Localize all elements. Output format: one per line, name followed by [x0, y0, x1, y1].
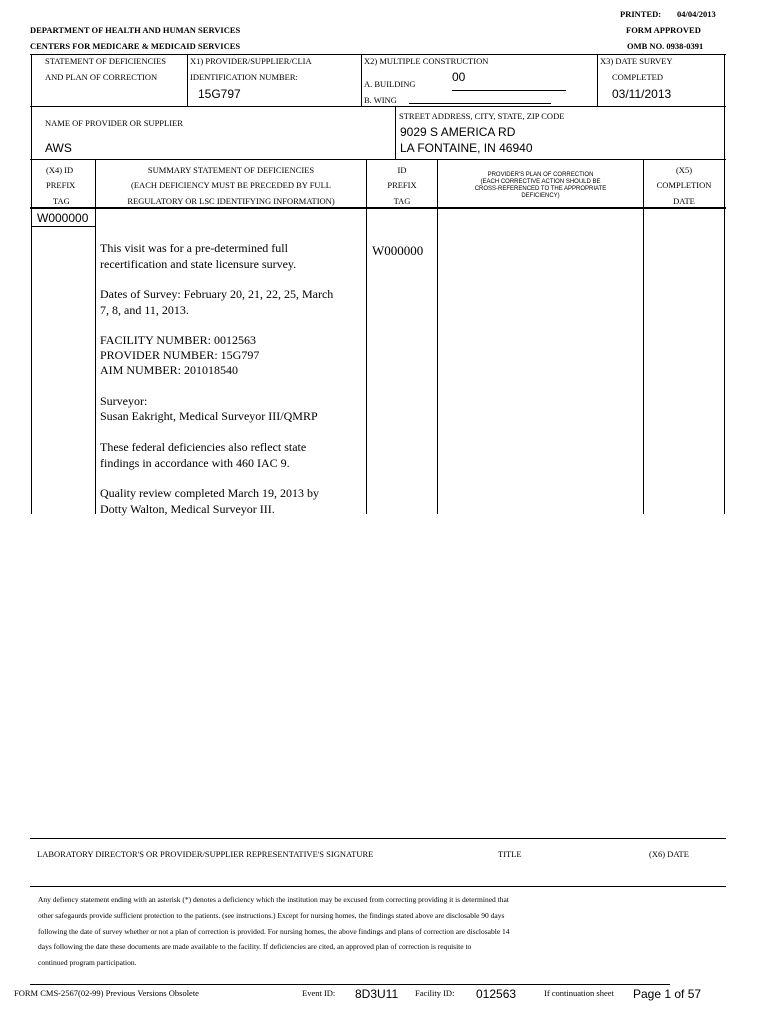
facility-number: FACILITY NUMBER: 0012563	[100, 333, 256, 347]
x4-tag-label: TAG	[53, 196, 70, 206]
entry-paragraph-2: Dates of Survey: February 20, 21, 22, 25, March 7, 8, and 11, 2013.	[100, 287, 334, 317]
plan-subheader-3: DEFICIENCY)	[521, 193, 560, 199]
right-tag: W000000	[372, 243, 424, 258]
surveyor-name: Susan Eakright, Medical Surveyor III/QMRP	[100, 409, 318, 423]
rule	[643, 159, 644, 514]
rule	[361, 54, 362, 106]
x2-label: X2) MULTIPLE CONSTRUCTION	[364, 56, 489, 66]
address-line1: 9029 S AMERICA RD	[400, 125, 516, 139]
rule	[724, 106, 725, 159]
summary-subheader-2: REGULATORY OR LSC IDENTIFYING INFORMATION)	[127, 196, 335, 206]
rule	[187, 54, 188, 106]
centers-title: CENTERS FOR MEDICARE & MEDICAID SERVICES	[30, 41, 241, 51]
rule	[30, 207, 726, 209]
rule	[30, 159, 726, 160]
omb-number: OMB NO. 0938-0391	[627, 41, 704, 51]
rule	[30, 838, 726, 839]
title-label: TITLE	[498, 849, 522, 859]
signature-label: LABORATORY DIRECTOR'S OR PROVIDER/SUPPLIER REPRESENTATIVE'S SIGNATURE	[37, 849, 374, 859]
rule	[31, 106, 32, 159]
address-label: STREET ADDRESS, CITY, STATE, ZIP CODE	[399, 111, 565, 121]
event-id-value: 8D3U11	[355, 987, 399, 1001]
department-title: DEPARTMENT OF HEALTH AND HUMAN SERVICES	[30, 25, 241, 35]
x5-label: (X5)	[675, 165, 693, 175]
x6-date-label: (X6) DATE	[649, 849, 689, 859]
survey-date-value: 03/11/2013	[612, 87, 672, 101]
id-label: ID	[397, 165, 407, 175]
rule	[724, 159, 725, 514]
plan-header: PROVIDER'S PLAN OF CORRECTION	[487, 172, 594, 178]
rule	[395, 106, 396, 159]
entry-paragraph-1: This visit was for a pre-determined full recertification and state licensure survey.	[100, 241, 297, 271]
event-id-label: Event ID:	[302, 988, 336, 998]
summary-header: SUMMARY STATEMENT OF DEFICIENCIES	[147, 165, 315, 175]
form-number: FORM CMS-2567(02-99) Previous Versions Obsolete	[14, 988, 199, 998]
completion-label: COMPLETION	[656, 180, 712, 190]
entry-paragraph-6: Quality review completed March 19, 2013 by Dotty Walton, Medical Surveyor III.	[100, 486, 319, 516]
rule	[597, 54, 598, 106]
x4-prefix-label: PREFIX	[46, 180, 76, 190]
provider-number: PROVIDER NUMBER: 15G797	[100, 348, 260, 362]
id-prefix-label: PREFIX	[387, 180, 417, 190]
rule	[32, 226, 95, 227]
provider-id-value: 15G797	[198, 87, 241, 101]
facility-id-label: Facility ID:	[415, 988, 455, 998]
rule	[31, 54, 32, 106]
plan-label: AND PLAN OF CORRECTION	[45, 72, 158, 82]
surveyor-label: Surveyor:	[100, 394, 148, 408]
wing-label: B. WING	[364, 95, 397, 105]
rule	[437, 159, 438, 514]
building-underline	[452, 90, 566, 91]
rule	[31, 159, 32, 514]
printed-date: 04/04/2013	[677, 9, 716, 19]
date-label: DATE	[673, 196, 695, 206]
address-line2: LA FONTAINE, IN 46940	[400, 141, 533, 155]
completed-label: COMPLETED	[612, 72, 663, 82]
entry-paragraph-5: These federal deficiencies also reflect state findings in accordance with 460 IAC 9.	[100, 440, 307, 470]
summary-subheader: (EACH DEFICIENCY MUST BE PRECEDED BY FULL	[131, 180, 331, 190]
plan-subheader: (EACH CORRECTIVE ACTION SHOULD BE	[480, 179, 601, 185]
rule	[366, 159, 367, 514]
rule	[30, 106, 726, 107]
facility-id-value: 012563	[476, 987, 517, 1001]
disclaimer-line-3: following the date of survey whether or not a plan of correction is provided. For nursing homes, the above findings and plans of correction are disclosable 14	[38, 927, 510, 936]
disclaimer-line-2: other safegaurds provide sufficient protection to the patients. (see instructions.) Except for nursing homes, the findings stated above are disclosable 90 days	[38, 911, 505, 920]
wing-underline	[409, 103, 551, 104]
rule	[30, 54, 726, 55]
form-approved: FORM APPROVED	[626, 25, 701, 35]
construction-value: 00	[452, 70, 466, 84]
building-label: A. BUILDING	[364, 79, 416, 89]
disclaimer-line-5: continued program participation.	[38, 958, 137, 967]
left-tag: W000000	[37, 211, 89, 225]
disclaimer-line-4: days following the date these documents are made available to the facility. If deficiencies are cited, an approved plan of correction is requisite to	[38, 942, 472, 951]
identification-label: IDENTIFICATION NUMBER:	[190, 72, 298, 82]
plan-subheader-2: CROSS-REFERENCED TO THE APPROPRIATE	[474, 186, 607, 192]
provider-name-value: AWS	[45, 141, 72, 155]
page-number: Page 1 of 57	[633, 987, 702, 1001]
disclaimer-line-1: Any defiency statement ending with an asterisk (*) denotes a deficiency which the institution may be excused from correcting providing it is determined that	[38, 895, 509, 904]
aim-number: AIM NUMBER: 201018540	[100, 363, 239, 377]
x4-label: (X4) ID	[46, 165, 74, 175]
id-tag-label: TAG	[393, 196, 411, 206]
rule	[30, 984, 670, 985]
continuation-label: If continuation sheet	[544, 988, 614, 998]
rule	[95, 159, 96, 514]
statement-label: STATEMENT OF DEFICIENCIES	[45, 56, 167, 66]
rule	[30, 886, 726, 887]
x3-label: X3) DATE SURVEY	[600, 56, 673, 66]
x1-label: X1) PROVIDER/SUPPLIER/CLIA	[190, 56, 312, 66]
provider-name-label: NAME OF PROVIDER OR SUPPLIER	[45, 118, 183, 128]
printed-label: PRINTED:	[620, 9, 662, 19]
rule	[724, 54, 725, 106]
